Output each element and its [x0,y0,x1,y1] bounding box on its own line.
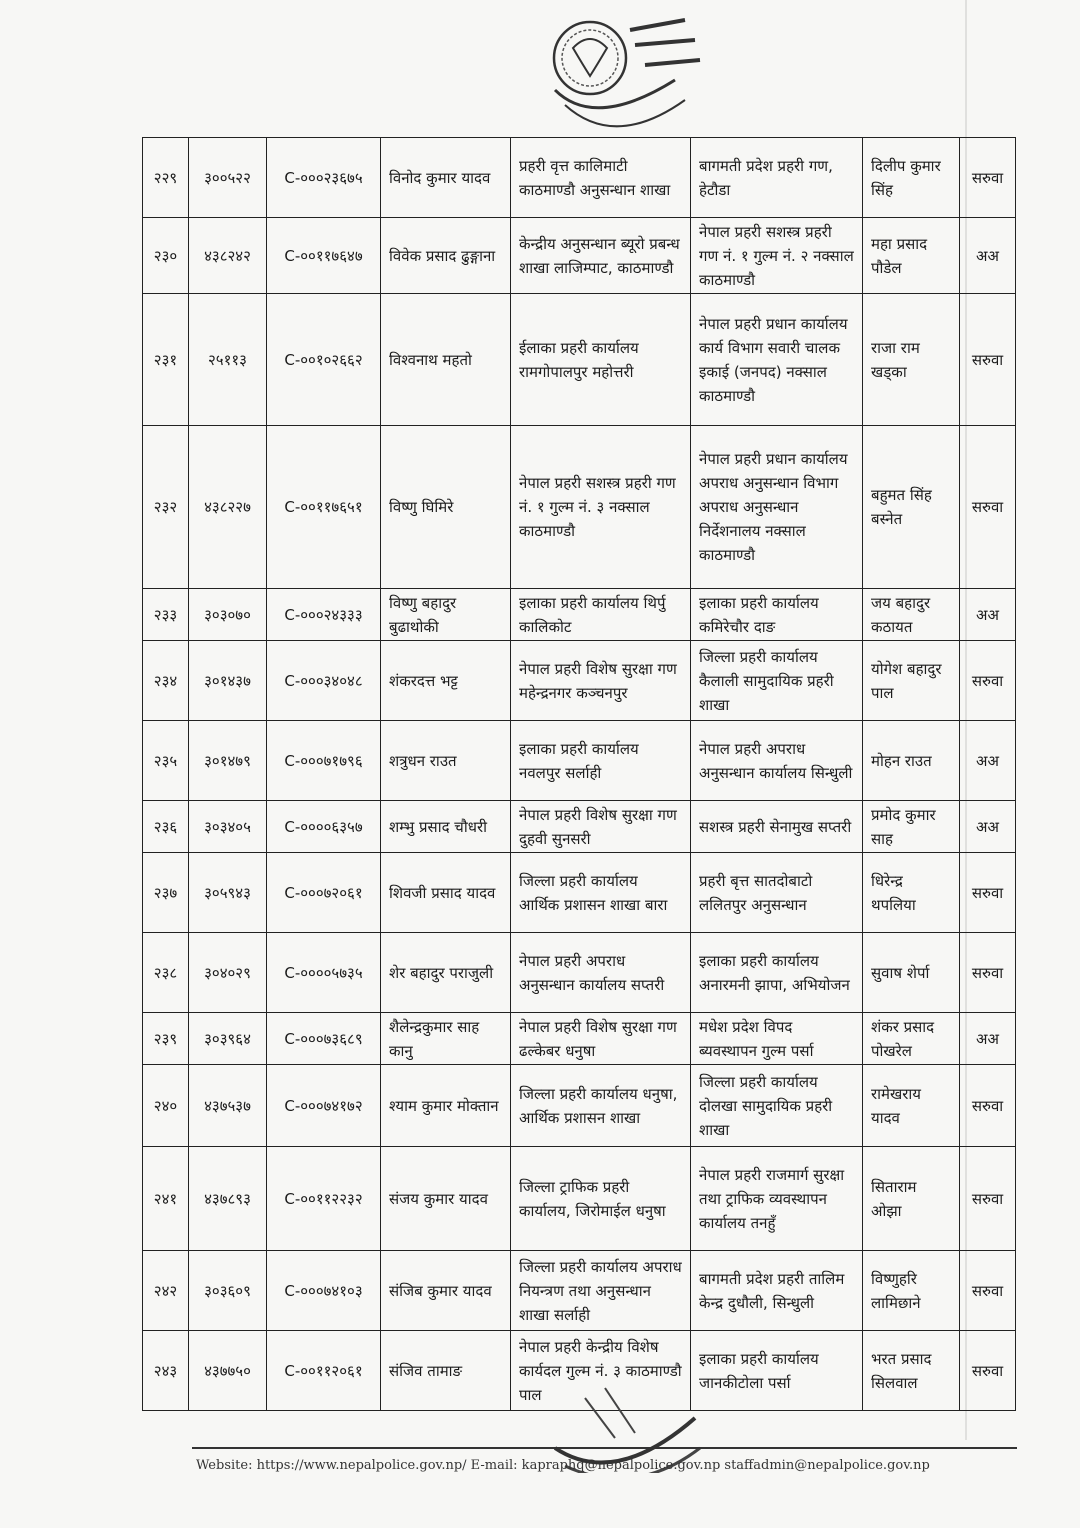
row-code: C-००११२०६१ [267,1331,381,1411]
row-officer: शंकर प्रसाद पोखरेल [863,1013,960,1065]
table-row [143,1251,1016,1331]
row-from-office: जिल्ला प्रहरी कार्यालय धनुषा, आर्थिक प्रशासन शाखा [511,1065,691,1147]
table-row [143,218,1016,294]
row-code: C-०००३४०४८ [267,641,381,721]
row-number: ३०५९४३ [189,853,267,933]
row-officer: प्रमोद कुमार साह [863,801,960,853]
row-serial: २३८ [143,933,189,1013]
row-serial: २३६ [143,801,189,853]
row-officer: बहुमत सिंह बस्नेत [863,426,960,589]
row-to-office: प्रहरी बृत्त सातदोबाटो ललितपुर अनुसन्धान [691,853,863,933]
table-row [143,589,1016,641]
row-code: C-०००७४१०३ [267,1251,381,1331]
row-from-office: जिल्ला प्रहरी कार्यालय आर्थिक प्रशासन शाखा बारा [511,853,691,933]
row-code: C-०००७३६८९ [267,1013,381,1065]
table-row [143,721,1016,801]
transfer-table [142,137,1016,1411]
row-name: श्याम कुमार मोक्तान [381,1065,511,1147]
row-remark: सरुवा [960,294,1016,426]
table-row [143,1013,1016,1065]
row-serial: २४० [143,1065,189,1147]
row-code: C-००११७६४७ [267,218,381,294]
row-officer: राजा राम खड्का [863,294,960,426]
row-name: विश्वनाथ महतो [381,294,511,426]
row-name: विवेक प्रसाद ढुङ्गाना [381,218,511,294]
row-officer: सिताराम ओझा [863,1147,960,1251]
table-row [143,294,1016,426]
row-code: C-०००७१७९६ [267,721,381,801]
row-remark: अअ [960,1013,1016,1065]
row-to-office: जिल्ला प्रहरी कार्यालय कैलाली सामुदायिक प्रहरी शाखा [691,641,863,721]
row-officer: महा प्रसाद पौडेल [863,218,960,294]
row-name: विनोद कुमार यादव [381,138,511,218]
row-to-office: मधेश प्रदेश विपद ब्यवस्थापन गुल्म पर्सा [691,1013,863,1065]
row-number: ३०३६०९ [189,1251,267,1331]
row-from-office: नेपाल प्रहरी विशेष सुरक्षा गण ढल्केबर धनुषा [511,1013,691,1065]
row-number: ३०३०७० [189,589,267,641]
row-from-office: ईलाका प्रहरी कार्यालय रामगोपालपुर महोत्तरी [511,294,691,426]
table-row [143,426,1016,589]
row-serial: २३५ [143,721,189,801]
row-code: C-०००२३६७५ [267,138,381,218]
row-number: ३००५२२ [189,138,267,218]
row-number: २५११३ [189,294,267,426]
row-from-office: नेपाल प्रहरी सशस्त्र प्रहरी गण नं. १ गुल्म नं. ३ नक्साल काठमाण्डौ [511,426,691,589]
row-serial: २३० [143,218,189,294]
row-name: विष्णु बहादुर बुढाथोकी [381,589,511,641]
row-name: शम्भु प्रसाद चौधरी [381,801,511,853]
row-remark: सरुवा [960,138,1016,218]
footer-divider [192,1447,1017,1449]
row-name: शेर बहादुर पराजुली [381,933,511,1013]
row-to-office: बागमती प्रदेश प्रहरी तालिम केन्द्र दुधौली, सिन्धुली [691,1251,863,1331]
row-serial: २३९ [143,1013,189,1065]
row-code: C-०००७४१७२ [267,1065,381,1147]
row-serial: २३३ [143,589,189,641]
row-number: ३०१४३७ [189,641,267,721]
row-remark: सरुवा [960,853,1016,933]
row-serial: २४३ [143,1331,189,1411]
row-number: ३०१४७९ [189,721,267,801]
row-to-office: नेपाल प्रहरी सशस्त्र प्रहरी गण नं. १ गुल्म नं. २ नक्साल काठमाण्डौ [691,218,863,294]
row-officer: विष्णुहरि लामिछाने [863,1251,960,1331]
footer-contact: Website: https://www.nepalpolice.gov.np/ E-mail: kapraphq@nepalpolice.gov.np staffadmin@nepalpolice.gov.np [196,1458,930,1473]
row-number: ३०३४०५ [189,801,267,853]
table-row [143,1147,1016,1251]
row-to-office: इलाका प्रहरी कार्यालय अनारमनी झापा, अभियोजन [691,933,863,1013]
row-from-office: नेपाल प्रहरी विशेष सुरक्षा गण दुहवी सुनसरी [511,801,691,853]
row-from-office: जिल्ला ट्राफिक प्रहरी कार्यालय, जिरोमाईल धनुषा [511,1147,691,1251]
row-serial: २४१ [143,1147,189,1251]
row-from-office: प्रहरी वृत्त कालिमाटी काठमाण्डौ अनुसन्धान शाखा [511,138,691,218]
table-row [143,933,1016,1013]
row-from-office: केन्द्रीय अनुसन्धान ब्यूरो प्रबन्ध शाखा लाजिम्पाट, काठमाण्डौ [511,218,691,294]
row-number: ४३८२४२ [189,218,267,294]
transfer-table-body [143,138,1016,1411]
row-remark: सरुवा [960,1251,1016,1331]
row-to-office: बागमती प्रदेश प्रहरी गण, हेटौडा [691,138,863,218]
row-remark: सरुवा [960,1065,1016,1147]
row-to-office: इलाका प्रहरी कार्यालय जानकीटोला पर्सा [691,1331,863,1411]
table-row [143,801,1016,853]
row-remark: सरुवा [960,933,1016,1013]
row-code: C-०००२४३३३ [267,589,381,641]
row-name: विष्णु घिमिरे [381,426,511,589]
row-to-office: जिल्ला प्रहरी कार्यालय दोलखा सामुदायिक प्रहरी शाखा [691,1065,863,1147]
row-remark: अअ [960,801,1016,853]
row-serial: २३७ [143,853,189,933]
table-row [143,138,1016,218]
row-officer: भरत प्रसाद सिलवाल [863,1331,960,1411]
row-name: शत्रुधन राउत [381,721,511,801]
row-name: संजिव तामाङ [381,1331,511,1411]
row-code: C-००००६३५७ [267,801,381,853]
row-serial: २२९ [143,138,189,218]
table-row [143,641,1016,721]
row-officer: रामेखराय यादव [863,1065,960,1147]
row-number: ४३८२२७ [189,426,267,589]
row-code: C-०००७२०६१ [267,853,381,933]
row-to-office: नेपाल प्रहरी राजमार्ग सुरक्षा तथा ट्राफिक व्यवस्थापन कार्यालय तनहुँ [691,1147,863,1251]
row-officer: सुवाष शेर्पा [863,933,960,1013]
row-serial: २४२ [143,1251,189,1331]
row-remark: सरुवा [960,641,1016,721]
row-number: ४३७८९३ [189,1147,267,1251]
row-from-office: नेपाल प्रहरी विशेष सुरक्षा गण महेन्द्रनगर कञ्चनपुर [511,641,691,721]
row-to-office: नेपाल प्रहरी प्रधान कार्यालय अपराध अनुसन्धान विभाग अपराध अनुसन्धान निर्देशनालय नक्साल काठमाण्डौ [691,426,863,589]
row-officer: जय बहादुर कठायत [863,589,960,641]
row-code: C-००११२२३२ [267,1147,381,1251]
row-officer: धिरेन्द्र थपलिया [863,853,960,933]
row-from-office: नेपाल प्रहरी केन्द्रीय विशेष कार्यदल गुल्म नं. ३ काठमाण्डौ पाल [511,1331,691,1411]
row-code: C-००१०२६६२ [267,294,381,426]
row-remark: अअ [960,721,1016,801]
row-to-office: नेपाल प्रहरी अपराध अनुसन्धान कार्यालय सिन्धुली [691,721,863,801]
row-from-office: जिल्ला प्रहरी कार्यालय अपराध नियन्त्रण तथा अनुसन्धान शाखा सर्लाही [511,1251,691,1331]
row-to-office: नेपाल प्रहरी प्रधान कार्यालय कार्य विभाग सवारी चालक इकाई (जनपद) नक्साल काठमाण्डौ [691,294,863,426]
row-remark: सरुवा [960,1147,1016,1251]
row-name: संजय कुमार यादव [381,1147,511,1251]
row-officer: दिलीप कुमार सिंह [863,138,960,218]
row-code: C-००००५७३५ [267,933,381,1013]
row-name: शैलेन्द्रकुमार साह कानु [381,1013,511,1065]
table-row [143,853,1016,933]
row-serial: २३४ [143,641,189,721]
row-name: संजिब कुमार यादव [381,1251,511,1331]
row-from-office: इलाका प्रहरी कार्यालय थिर्पु कालिकोट [511,589,691,641]
row-from-office: नेपाल प्रहरी अपराध अनुसन्धान कार्यालय सप्तरी [511,933,691,1013]
row-remark: सरुवा [960,1331,1016,1411]
row-remark: अअ [960,218,1016,294]
row-name: शंकरदत्त भट्ट [381,641,511,721]
table-row [143,1065,1016,1147]
row-name: शिवजी प्रसाद यादव [381,853,511,933]
row-serial: २३१ [143,294,189,426]
row-officer: योगेश बहादुर पाल [863,641,960,721]
row-remark: सरुवा [960,426,1016,589]
row-number: ३०४०२९ [189,933,267,1013]
row-serial: २३२ [143,426,189,589]
row-to-office: सशस्त्र प्रहरी सेनामुख सप्तरी [691,801,863,853]
row-to-office: इलाका प्रहरी कार्यालय कमिरेचौर दाङ [691,589,863,641]
row-from-office: इलाका प्रहरी कार्यालय नवलपुर सर्लाही [511,721,691,801]
row-number: ३०३९६४ [189,1013,267,1065]
row-code: C-००११७६५१ [267,426,381,589]
row-number: ४३७५३७ [189,1065,267,1147]
row-number: ४३७७५० [189,1331,267,1411]
row-remark: अअ [960,589,1016,641]
row-officer: मोहन राउत [863,721,960,801]
